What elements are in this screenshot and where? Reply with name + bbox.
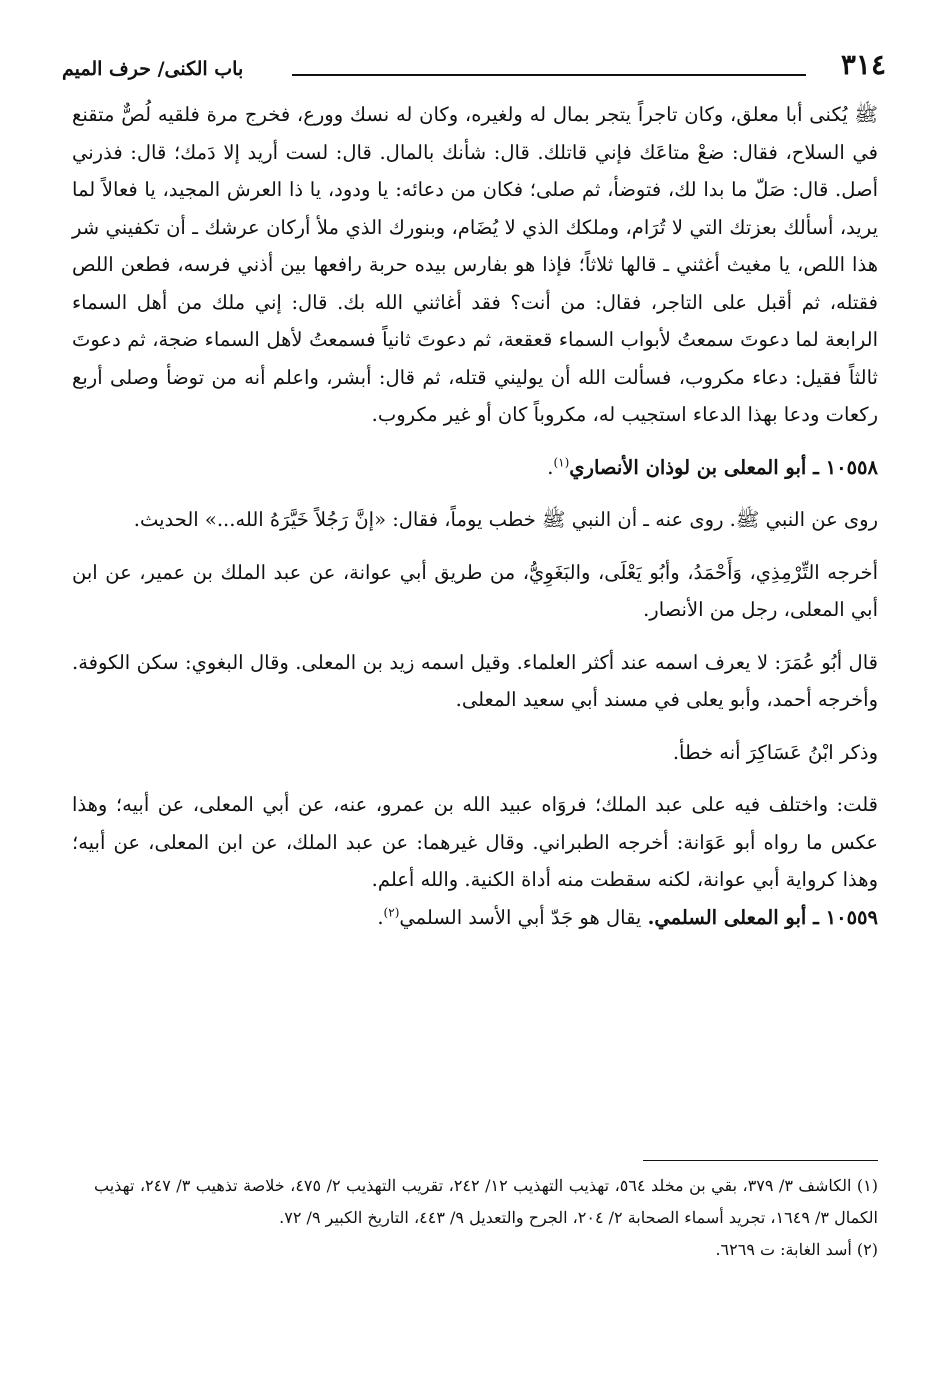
paragraph-note: وذكر ابْنُ عَسَاكِرَ أنه خطأ.: [672, 740, 878, 764]
page-header: [62, 48, 886, 88]
entry-10558: [72, 449, 878, 487]
page-number: ٣١٤: [840, 48, 886, 81]
entry-end: .: [377, 905, 384, 929]
paragraph-narration: روى عن النبي ﷺ. روى عنه ـ أن النبي ﷺ خطب يوماً، فقال: «إنَّ رَجُلاً خَيَّرَهُ الله...» الحديث.: [133, 508, 878, 531]
entry-heading: ١٠٥٥٩ ـ أبو المعلى السلمي.: [647, 905, 878, 929]
paragraph-sources: أخرجه التِّرْمِذِي، وَأَحْمَدُ، وأبُو يَعْلَى، والبَغَوِيُّ، من طريق أبي عوانة، عن عبد الملك بن عمير، عن ابن أبي المعلى، رجل من الأنصار.: [72, 560, 878, 621]
main-text: [72, 96, 878, 951]
header-divider: [292, 74, 806, 76]
footnote-1: (١) الكاشف ٣/ ٣٧٩، بقي بن مخلد ٥٦٤، تهذيب التهذيب ١٢/ ٢٤٢، تقريب التهذيب ٢/ ٤٧٥، خلاصة تذهيب ٣/ ٢٤٧، تهذيب الكمال ٣/ ١٦٤٩، تجريد أسماء الصحابة ٢/ ٢٠٤، الجرح والتعديل ٩/ ٤٤٣، التاريخ الكبير ٩/ ٧٢.: [94, 1176, 878, 1227]
paragraph-author-remark: قلت: واختلف فيه على عبد الملك؛ فروَاه عبيد الله بن عمرو، عنه، عن أبي المعلى، عن أبيه؛ وهذا عكس ما رواه أبو عَوَانة: أخرجه الطبراني. وقال غيرهما: عن عبد الملك، عن ابن المعلى، عن أبيه؛ وهذا كرواية أبي عوانة، لكنه سقطت منه أداة الكنية. والله أعلم.: [72, 793, 878, 891]
chapter-title: باب الكنى/ حرف الميم: [62, 58, 244, 80]
paragraph-commentary: قال أبُو عُمَرَ: لا يعرف اسمه عند أكثر العلماء. وقيل اسمه زيد بن المعلى. وقال البغوي: سكن الكوفة. وأخرجه أحمد، وأبو يعلى في مسند أبي سعيد المعلى.: [72, 650, 878, 711]
footnote-marker: (١): [553, 455, 570, 469]
footnote-marker: (٢): [383, 905, 400, 919]
entry-text: يقال هو جَدّ أبي الأسد السلمي: [399, 905, 648, 929]
paragraph-story: ﷺ يُكنى أبا معلق، وكان تاجراً يتجر بمال له ولغيره، وكان له نسك وورع، فخرج مرة فلقيه لُصٌّ متقنع في السلاح، فقال: ضعْ متاعَك فإني قاتلك. قال: شأنك بالمال. قال: لست أريد إلا دَمك؛ قال: فذرني أصل. قال: صَلّ ما بدا لك، فتوضأ، ثم صلى؛ فكان من دعائه: يا ودود، يا ذا العرش المجيد، يا فعالاً لما يريد، أسألك بعزتك التي لا تُرَام، وملكك الذي لا يُضَام، وبنورك الذي ملأ أركان عرشك ـ أن تكفيني شر هذا اللص، يا مغيث أغثني ـ قالها ثلاثاً؛ فإذا هو بفارس بيده حربة رافعها بين أذني فرسه، فطعن اللص فقتله، ثم أقبل على التاجر، فقال: من أنت؟ فقد أغاثني الله بك. قال: إني ملك من أهل السماء الرابعة لما دعوتَ سمعتُ لأبواب السماء قعقعة، ثم دعوتَ ثانياً فسمعتُ لأهل السماء ضجة، ثم دعوتَ ثالثاً فقيل: دعاء مكروب، فسألت الله أن يوليني قتله، ثم قال: أبشر، واعلم أنه من توضأ وصلى أربع ركعات ودعا بهذا الدعاء استجيب له، مكروباً كان أو غير مكروب.: [72, 103, 878, 426]
footnote-2: (٢) أسد الغابة: ت ٦٢٦٩.: [715, 1240, 878, 1259]
footnote-divider: [643, 1160, 878, 1161]
entry-10559: [72, 899, 878, 937]
footnotes: [94, 1170, 878, 1266]
entry-heading: ١٠٥٥٨ ـ أبو المعلى بن لوذان الأنصاري: [569, 455, 878, 479]
entry-end: .: [547, 455, 554, 479]
